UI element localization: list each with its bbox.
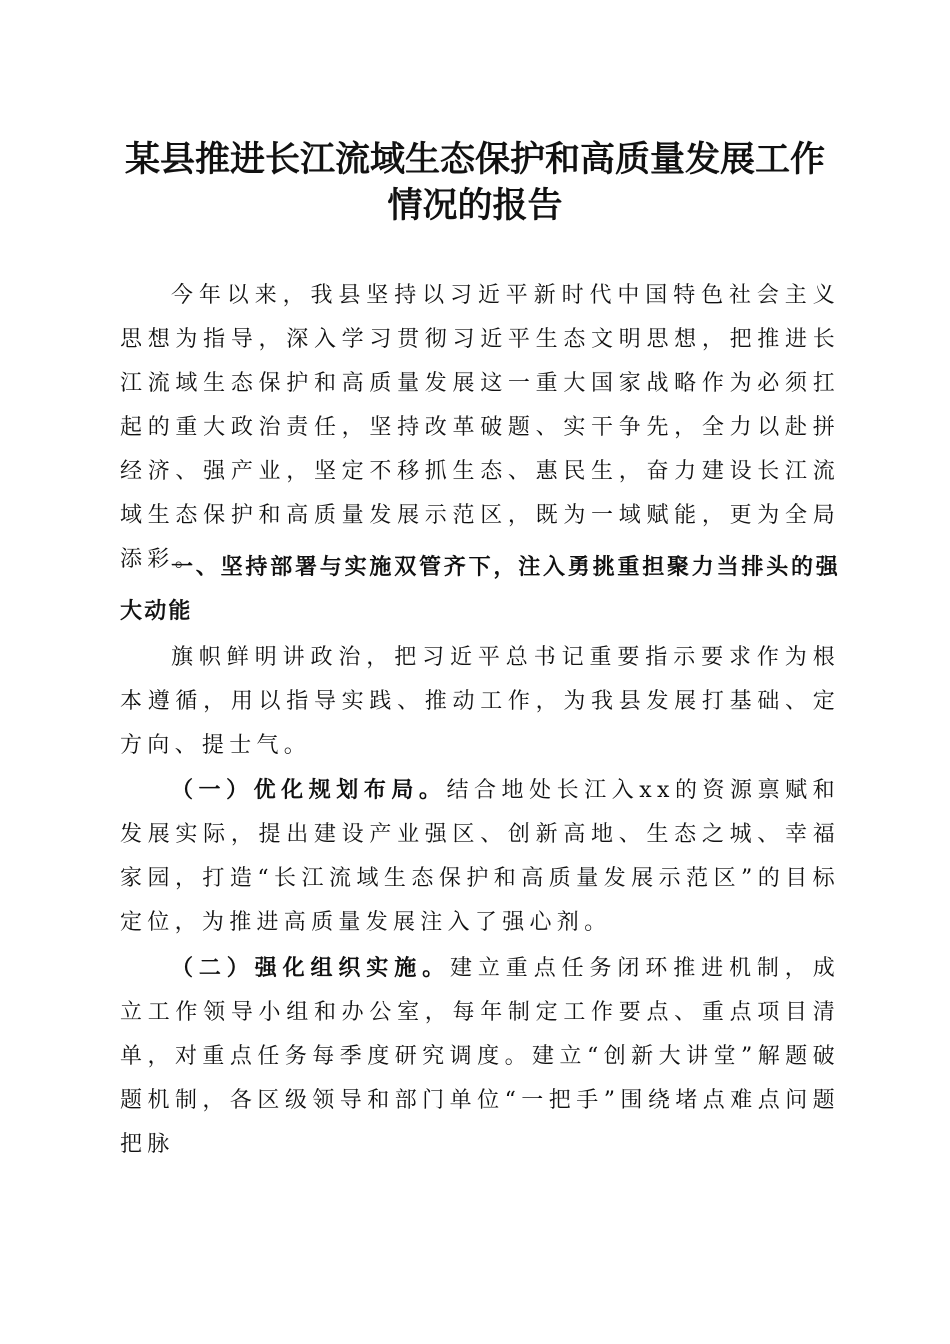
document-title-line1: 某县推进长江流域生态保护和高质量发展工作: [124, 139, 825, 180]
item1-paragraph: [120, 768, 840, 945]
item2-text: 建立重点任务闭环推进机制，成立工作领导小组和办公室，每年制定工作要点、重点项目清单，对重点任务每季度研究调度。建立“创新大讲堂”解题破题机制，各区级领导和部门单位“一把手”围绕堵点难点问题把脉: [120, 956, 840, 1157]
section1-heading: 一、坚持部署与实施双管齐下，注入勇挑重担聚力当排头的强大动能: [120, 555, 840, 624]
item2-paragraph: [120, 946, 840, 1167]
intro-paragraph: 今年以来，我县坚持以习近平新时代中国特色社会主义思想为指导，深入学习贯彻习近平生态文明思想，把推进长江流域生态保护和高质量发展这一重大国家战略作为必须扛起的重大政治责任，坚持改革破题、实干争先，全力以赴拼经济、强产业，坚定不移抓生态、惠民生，奋力建设长江流域生态保护和高质量发展示范区，既为一域赋能，更为全局添彩。: [120, 283, 840, 572]
section1-intro-paragraph: 旗帜鲜明讲政治，把习近平总书记重要指示要求作为根本遵循，用以指导实践、推动工作，为我县发展打基础、定方向、提士气。: [120, 645, 840, 758]
item2-label: （二）强化组织实施。: [171, 955, 450, 981]
item1-label: （一）优化规划布局。: [171, 777, 447, 803]
item1-text: 结合地处长江入xx的资源禀赋和发展实际，提出建设产业强区、创新高地、生态之城、幸福家园，打造“长江流域生态保护和高质量发展示范区”的目标定位，为推进高质量发展注入了强心剂。: [120, 778, 840, 935]
document-title-line2: 情况的报告: [387, 185, 563, 226]
